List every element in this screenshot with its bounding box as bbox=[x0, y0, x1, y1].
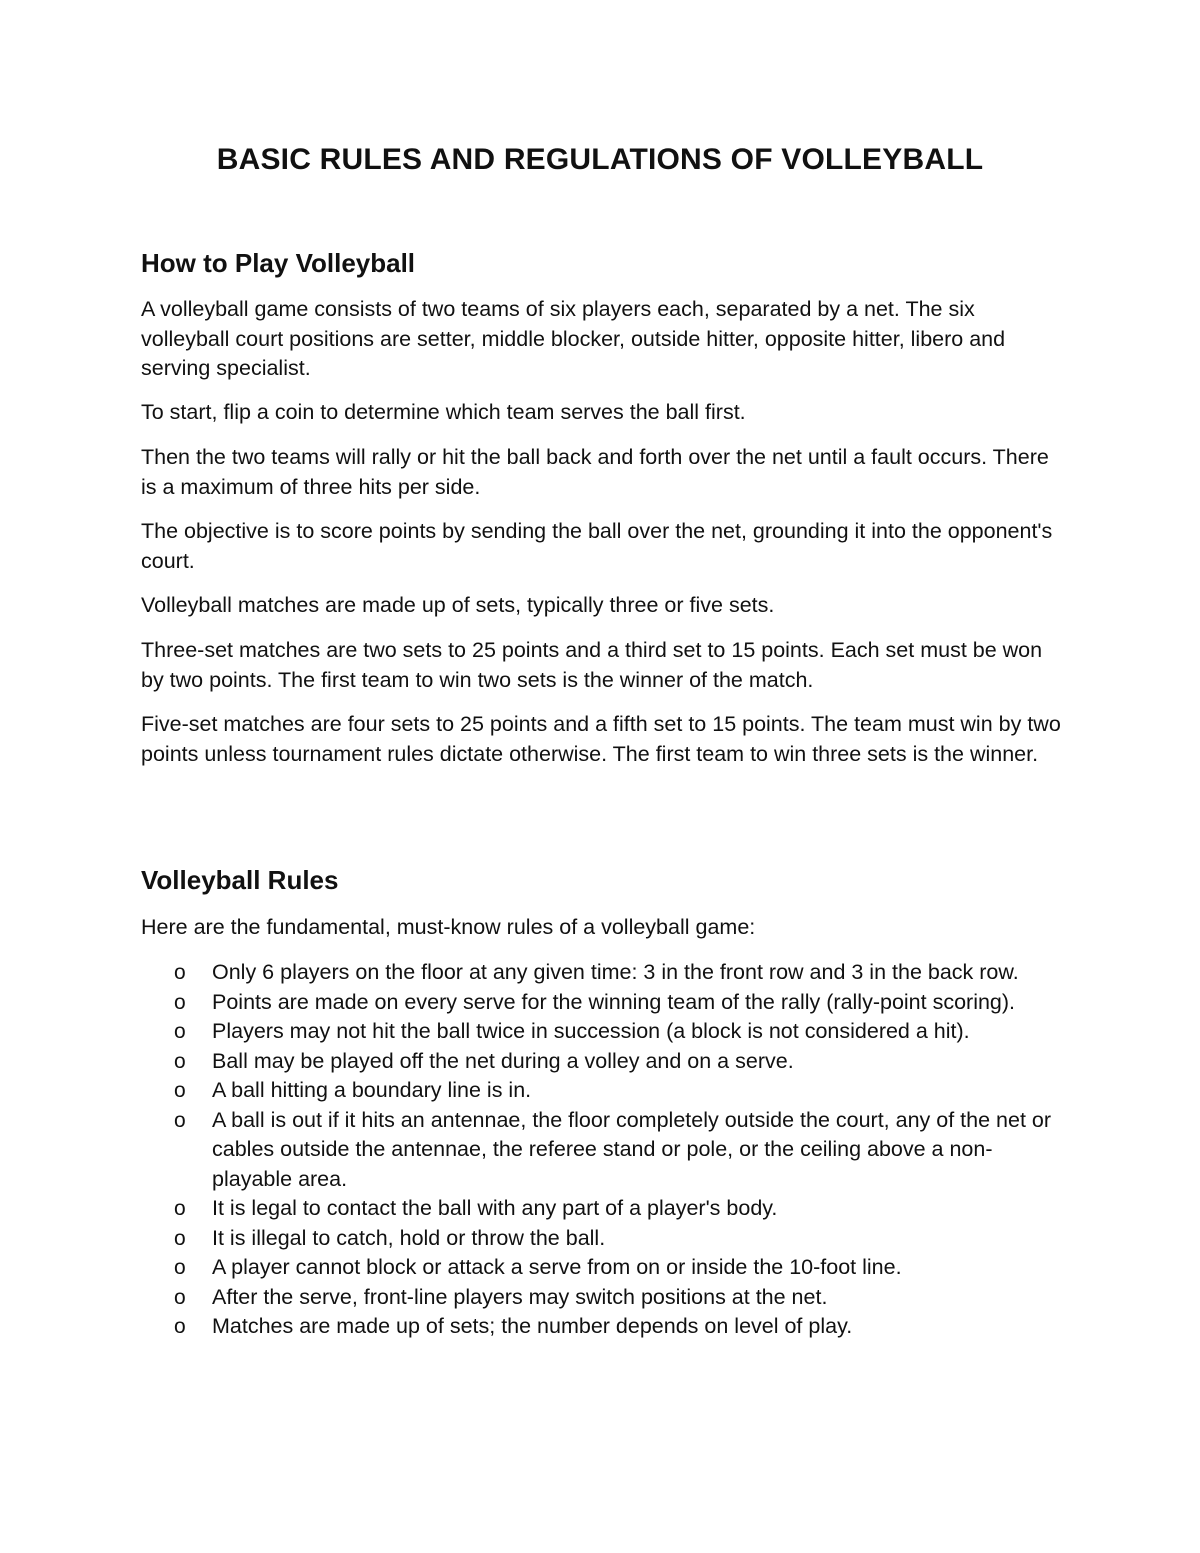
paragraph: The objective is to score points by sending the ball over the net, grounding it into the opponent's court. bbox=[141, 519, 1053, 573]
bullet-icon: o bbox=[174, 961, 186, 984]
list-item bbox=[141, 1312, 1061, 1342]
rule-text: Ball may be played off the net during a volley and on a serve. bbox=[212, 1048, 794, 1073]
rule-text: A player cannot block or attack a serve from on or inside the 10-foot line. bbox=[212, 1255, 902, 1279]
bullet-icon: o bbox=[174, 990, 186, 1014]
list-item bbox=[141, 1047, 1061, 1077]
rule-text: Matches are made up of sets; the number depends on level of play. bbox=[212, 1314, 853, 1338]
bullet-icon: o bbox=[174, 1315, 186, 1338]
section-heading-how-to-play: How to Play Volleyball bbox=[141, 248, 416, 278]
rule-text: It is legal to contact the ball with any part of a player's body. bbox=[212, 1196, 778, 1220]
rule-text: A ball hitting a boundary line is in. bbox=[212, 1078, 532, 1102]
list-item bbox=[141, 958, 1061, 988]
list-item bbox=[141, 1106, 1061, 1195]
rule-text: A ball is out if it hits an antennae, the floor completely outside the court, any of the net or cables outside the antennae, the referee stand or pole, or the ceiling above a non-playable area. bbox=[212, 1107, 1052, 1191]
rule-text: Players may not hit the ball twice in succession (a block is not considered a hit). bbox=[212, 1019, 970, 1043]
paragraph: A volleyball game consists of two teams of six players each, separated by a net. The six volleyball court positions are setter, middle blocker, outside hitter, opposite hitter, libero and serving specialist. bbox=[141, 297, 1006, 380]
rule-text: Points are made on every serve for the winning team of the rally (rally-point scoring). bbox=[212, 989, 1016, 1014]
rules-list bbox=[141, 958, 1061, 1342]
document-title: BASIC RULES AND REGULATIONS OF VOLLEYBALL bbox=[216, 143, 984, 176]
bullet-icon: o bbox=[174, 1049, 186, 1073]
rules-intro: Here are the fundamental, must-know rules of a volleyball game: bbox=[141, 915, 756, 939]
paragraph: Five-set matches are four sets to 25 points and a fifth set to 15 points. The team must win by two points unless tournament rules dictate otherwise. The first team to win three sets is the winner. bbox=[141, 712, 1061, 766]
list-item bbox=[141, 1283, 1061, 1313]
bullet-icon: o bbox=[174, 1079, 186, 1102]
paragraph: Then the two teams will rally or hit the ball back and forth over the net until a fault occurs. There is a maximum of three hits per side. bbox=[141, 445, 1049, 499]
bullet-icon: o bbox=[174, 1226, 186, 1250]
rule-text: Only 6 players on the floor at any given time: 3 in the front row and 3 in the back row. bbox=[212, 960, 1019, 984]
paragraph: Three-set matches are two sets to 25 points and a third set to 15 points. Each set must be won by two points. The first team to win two sets is the winner of the match. bbox=[141, 638, 1043, 692]
bullet-icon: o bbox=[174, 1020, 186, 1043]
bullet-icon: o bbox=[174, 1285, 186, 1309]
paragraph: Volleyball matches are made up of sets, typically three or five sets. bbox=[141, 593, 775, 617]
rule-text: After the serve, front-line players may switch positions at the net. bbox=[212, 1284, 828, 1309]
rule-text: It is illegal to catch, hold or throw the ball. bbox=[212, 1225, 606, 1250]
bullet-icon: o bbox=[174, 1197, 186, 1220]
bullet-icon: o bbox=[174, 1256, 186, 1279]
paragraph: To start, flip a coin to determine which team serves the ball first. bbox=[141, 400, 746, 424]
list-item bbox=[141, 1076, 1061, 1106]
list-item bbox=[141, 1194, 1061, 1224]
section-heading-rules: Volleyball Rules bbox=[141, 865, 339, 895]
list-item bbox=[141, 1224, 1061, 1254]
list-item bbox=[141, 1017, 1061, 1047]
list-item bbox=[141, 1253, 1061, 1283]
list-item bbox=[141, 988, 1061, 1018]
bullet-icon: o bbox=[174, 1108, 186, 1132]
